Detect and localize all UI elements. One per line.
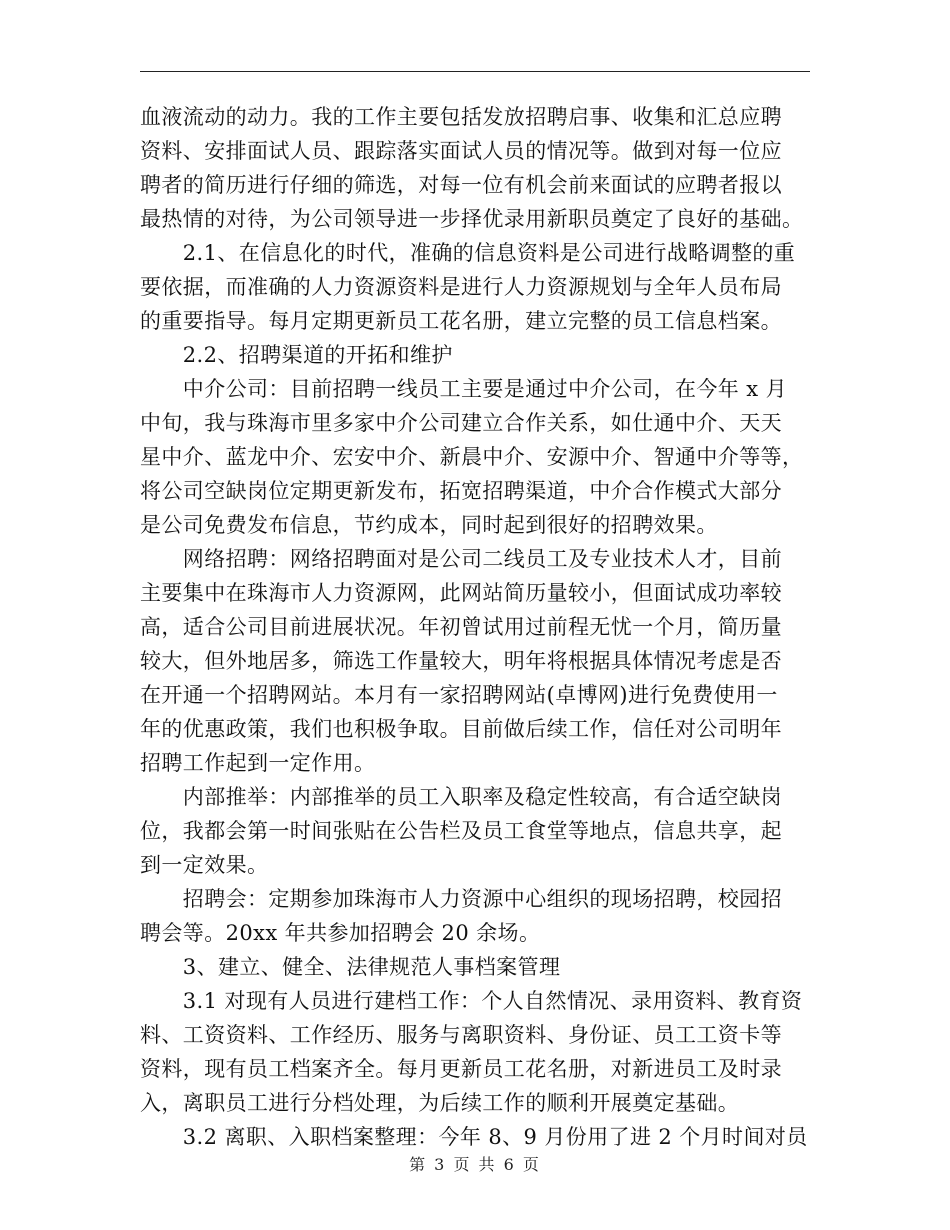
text-line: 最热情的对待，为公司领导进一步择优录用新职员奠定了良好的基础。 (140, 207, 804, 231)
text-line: 到一定效果。 (140, 853, 269, 877)
text-line: 招聘工作起到一定作用。 (140, 751, 376, 775)
section-heading: 2.2、招聘渠道的开拓和维护 (140, 343, 453, 367)
text-line: 网络招聘：网络招聘面对是公司二线员工及专业技术人才，目前 (140, 547, 782, 571)
text-line: 3.2 离职、入职档案整理：今年 8、9 月份用了进 2 个月时间对员 (140, 1125, 808, 1149)
document-body (140, 100, 812, 1154)
text-line: 在开通一个招聘网站。本月有一家招聘网站(卓博网)进行免费使用一 (140, 683, 778, 707)
text-line: 星中介、蓝龙中介、宏安中介、新晨中介、安源中介、智通中介等等， (140, 445, 804, 469)
text-line: 主要集中在珠海市人力资源网，此网站简历量较小，但面试成功率较 (140, 581, 782, 605)
text-line: 聘会等。20xx 年共参加招聘会 20 余场。 (140, 921, 541, 945)
header-rule (140, 71, 810, 72)
text-line: 高，适合公司目前进展状况。年初曾试用过前程无忧一个月，简历量 (140, 615, 782, 639)
text-line: 年的优惠政策，我们也积极争取。目前做后续工作，信任对公司明年 (140, 717, 782, 741)
text-line: 3.1 对现有人员进行建档工作：个人自然情况、录用资料、教育资 (140, 989, 803, 1013)
text-line: 料、工资资料、工作经历、服务与离职资料、身份证、员工工资卡等 (140, 1023, 782, 1047)
text-line: 中旬，我与珠海市里多家中介公司建立合作关系，如仕通中介、天天 (140, 411, 782, 435)
page-number-footer: 第 3 页 共 6 页 (409, 1155, 541, 1174)
text-line: 招聘会：定期参加珠海市人力资源中心组织的现场招聘，校园招 (140, 887, 782, 911)
text-line: 的重要指导。每月定期更新员工花名册，建立完整的员工信息档案。 (140, 309, 782, 333)
section-heading: 3、建立、健全、法律规范人事档案管理 (140, 955, 561, 979)
text-line: 将公司空缺岗位定期更新发布，拓宽招聘渠道，中介合作模式大部分 (140, 479, 782, 503)
text-line: 资料，现有员工档案齐全。每月更新员工花名册，对新进员工及时录 (140, 1057, 782, 1081)
text-line: 资料、安排面试人员、跟踪落实面试人员的情况等。做到对每一位应 (140, 139, 782, 163)
text-line: 内部推举：内部推举的员工入职率及稳定性较高，有合适空缺岗 (140, 785, 782, 809)
text-line: 血液流动的动力。我的工作主要包括发放招聘启事、收集和汇总应聘 (140, 105, 782, 129)
text-line: 位，我都会第一时间张贴在公告栏及员工食堂等地点，信息共享，起 (140, 819, 782, 843)
text-line: 入，离职员工进行分档处理，为后续工作的顺利开展奠定基础。 (140, 1091, 740, 1115)
text-line: 聘者的简历进行仔细的筛选，对每一位有机会前来面试的应聘者报以 (140, 173, 782, 197)
text-line: 较大，但外地居多，筛选工作量较大，明年将根据具体情况考虑是否 (140, 649, 782, 673)
text-line: 中介公司：目前招聘一线员工主要是通过中介公司，在今年 x 月 (140, 377, 787, 401)
text-line: 要依据，而准确的人力资源资料是进行人力资源规划与全年人员布局 (140, 275, 782, 299)
text-line: 是公司免费发布信息，节约成本，同时起到很好的招聘效果。 (140, 513, 718, 537)
text-line: 2.1、在信息化的时代，准确的信息资料是公司进行战略调整的重 (140, 241, 796, 265)
